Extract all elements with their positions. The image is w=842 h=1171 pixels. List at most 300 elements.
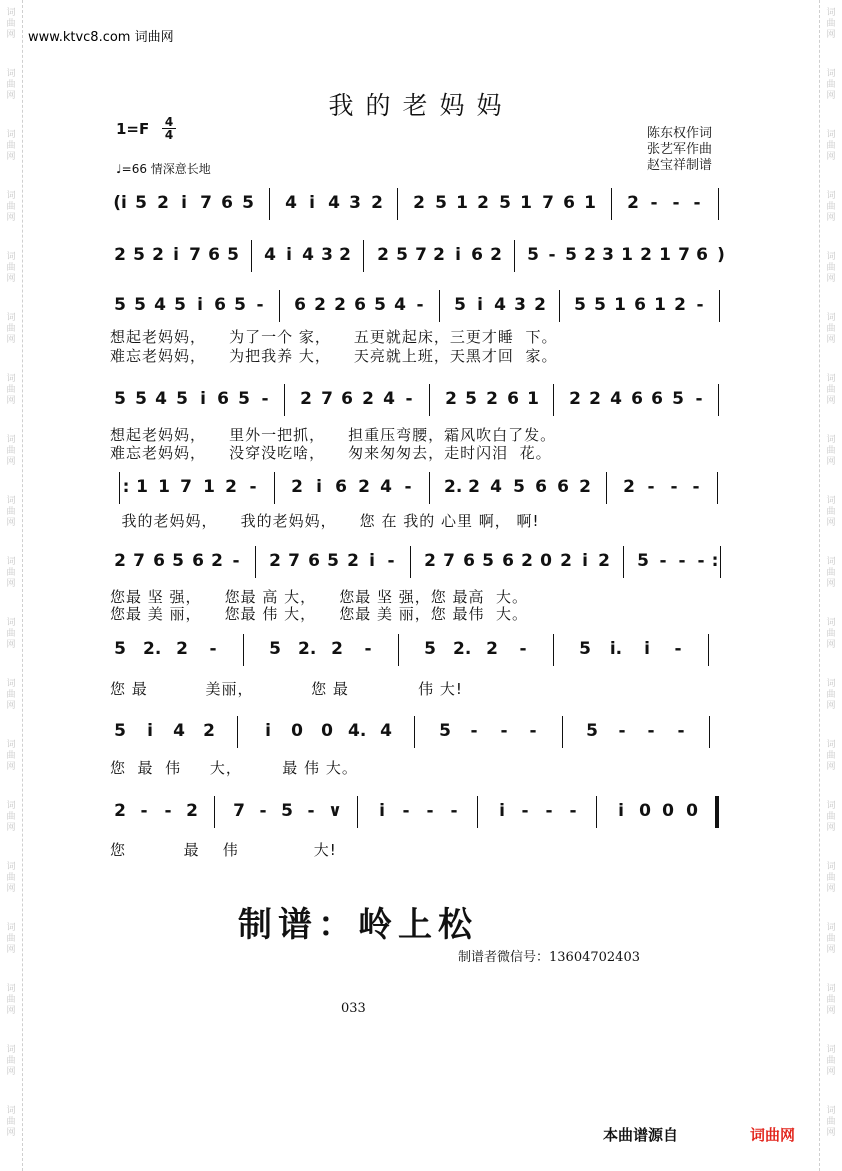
watermark-text: 词 曲 网 bbox=[6, 923, 16, 955]
score-system bbox=[112, 188, 742, 220]
note: - bbox=[521, 801, 529, 821]
transcriber-credit: 赵宝祥制谱 bbox=[647, 158, 713, 173]
note: 5 bbox=[396, 245, 408, 265]
note: 7 bbox=[180, 477, 192, 497]
note: 2 bbox=[674, 295, 686, 315]
note: - bbox=[232, 551, 240, 571]
repeat-sign: : bbox=[122, 477, 130, 497]
barline bbox=[715, 796, 719, 828]
barline bbox=[279, 290, 280, 322]
note: - bbox=[670, 477, 678, 497]
song-title: 我的老妈妈 bbox=[328, 91, 514, 120]
note: 1 bbox=[456, 193, 468, 213]
note: 5 bbox=[227, 245, 239, 265]
site-url[interactable]: www.ktvc8.com 词曲网 bbox=[28, 30, 174, 45]
note: - bbox=[405, 389, 413, 409]
watermark-text: 词 曲 网 bbox=[826, 801, 836, 833]
note: 5 bbox=[269, 639, 281, 659]
note: - bbox=[416, 295, 424, 315]
right-watermark-strip bbox=[819, 0, 842, 1171]
note: 1 bbox=[520, 193, 532, 213]
note: i bbox=[200, 389, 206, 409]
barline bbox=[611, 188, 612, 220]
note: - bbox=[672, 193, 680, 213]
note: 2 bbox=[569, 389, 581, 409]
note: i bbox=[379, 801, 385, 821]
note: 2 bbox=[640, 245, 652, 265]
note: 5 bbox=[482, 551, 494, 571]
note: 7 bbox=[542, 193, 554, 213]
watermark-text: 词 曲 网 bbox=[6, 1106, 16, 1138]
note: 5 bbox=[465, 389, 477, 409]
wechat-contact: 制谱者微信号：13604702403 bbox=[458, 950, 640, 965]
lyric-line: 您 最 美丽， 您 最 伟 大! bbox=[110, 680, 463, 698]
note: 5 bbox=[114, 389, 126, 409]
watermark-text: 词 曲 网 bbox=[826, 69, 836, 101]
note: 2 bbox=[598, 551, 610, 571]
note: - bbox=[678, 551, 686, 571]
note: 2 bbox=[362, 389, 374, 409]
note: i. bbox=[609, 639, 623, 659]
note: - bbox=[697, 551, 705, 571]
note: 2 bbox=[339, 245, 351, 265]
note: 2 bbox=[291, 477, 303, 497]
note: 5 bbox=[637, 551, 649, 571]
watermark-text: 词 曲 网 bbox=[826, 1045, 836, 1077]
note: - bbox=[402, 801, 410, 821]
note: 4 bbox=[380, 477, 392, 497]
lyric-line: 您 最 伟 大! bbox=[110, 841, 337, 859]
watermark-text: 词 曲 网 bbox=[6, 862, 16, 894]
note: 7 bbox=[133, 551, 145, 571]
note: 2 bbox=[560, 551, 572, 571]
note: 6 bbox=[208, 245, 220, 265]
note: - bbox=[618, 721, 626, 741]
barline bbox=[553, 634, 554, 666]
note: - bbox=[545, 801, 553, 821]
note: 2 bbox=[589, 389, 601, 409]
note: 7 bbox=[443, 551, 455, 571]
note: - bbox=[677, 721, 685, 741]
note: 5 bbox=[374, 295, 386, 315]
note: 4 bbox=[380, 721, 392, 741]
note: 2 bbox=[433, 245, 445, 265]
note: 5 bbox=[114, 295, 126, 315]
note: 0 bbox=[662, 801, 674, 821]
note: 3 bbox=[321, 245, 333, 265]
note: - bbox=[364, 639, 372, 659]
lyric-line: 难忘老妈妈， 没穿没吃啥， 匆来匆匆去，走时闪泪 花。 bbox=[110, 444, 552, 462]
note: - bbox=[647, 477, 655, 497]
watermark-text: 词 曲 网 bbox=[6, 191, 16, 223]
note: 7 bbox=[415, 245, 427, 265]
watermark-text: 词 曲 网 bbox=[826, 374, 836, 406]
note: 4 bbox=[155, 389, 167, 409]
note: i bbox=[477, 295, 483, 315]
left-watermark-strip bbox=[0, 0, 23, 1171]
barline bbox=[559, 290, 560, 322]
note: 5 bbox=[565, 245, 577, 265]
score-system bbox=[112, 472, 742, 504]
watermark-text: 词 曲 网 bbox=[6, 374, 16, 406]
note: 7 bbox=[321, 389, 333, 409]
note: 2 bbox=[211, 551, 223, 571]
note: 2 bbox=[534, 295, 546, 315]
note: - bbox=[164, 801, 172, 821]
signature: 制谱：岭上松 bbox=[238, 905, 478, 945]
note: i bbox=[618, 801, 624, 821]
watermark-text: 词 曲 网 bbox=[6, 618, 16, 650]
barline bbox=[357, 796, 358, 828]
note: - bbox=[500, 721, 508, 741]
note: i bbox=[147, 721, 153, 741]
note: i bbox=[455, 245, 461, 265]
lyric-line: 难忘老妈妈， 为把我养 大， 天亮就上班，天黑才回 家。 bbox=[110, 347, 558, 365]
note: 5 bbox=[527, 245, 539, 265]
lyric-line: 我的老妈妈， 我的老妈妈， 您 在 我的 心里 啊， 啊! bbox=[110, 512, 540, 530]
note: i bbox=[499, 801, 505, 821]
note: ) bbox=[717, 245, 725, 265]
note: 5 bbox=[579, 639, 591, 659]
note: 1 bbox=[158, 477, 170, 497]
barline bbox=[562, 716, 563, 748]
note: 2 bbox=[203, 721, 215, 741]
note: 2 bbox=[627, 193, 639, 213]
note: 5 bbox=[672, 389, 684, 409]
score-system bbox=[112, 634, 742, 666]
note: 5 bbox=[134, 295, 146, 315]
note: 5 bbox=[114, 639, 126, 659]
score-system bbox=[112, 384, 742, 416]
note: 6 bbox=[651, 389, 663, 409]
note: - bbox=[659, 551, 667, 571]
note: - bbox=[695, 389, 703, 409]
note: 4 bbox=[173, 721, 185, 741]
note: 5 bbox=[234, 295, 246, 315]
watermark-text: 词 曲 网 bbox=[826, 618, 836, 650]
barline bbox=[274, 472, 275, 504]
watermark-text: 词 曲 网 bbox=[826, 252, 836, 284]
note: 2 bbox=[186, 801, 198, 821]
barline bbox=[429, 472, 430, 504]
watermark-text: 词 曲 网 bbox=[826, 435, 836, 467]
note: ∨ bbox=[328, 801, 342, 821]
note: 6 bbox=[354, 295, 366, 315]
note: 3 bbox=[602, 245, 614, 265]
key-signature: 1=F bbox=[116, 120, 150, 138]
meter-top: 4 bbox=[162, 116, 176, 129]
note: 6 bbox=[335, 477, 347, 497]
note: 5 bbox=[133, 245, 145, 265]
note: 5 bbox=[135, 193, 147, 213]
watermark-text: 词 曲 网 bbox=[6, 801, 16, 833]
note: 6 bbox=[502, 551, 514, 571]
score-system bbox=[112, 290, 742, 322]
note: - bbox=[696, 295, 704, 315]
note: 1 bbox=[659, 245, 671, 265]
note: 2 bbox=[225, 477, 237, 497]
note: 2 bbox=[521, 551, 533, 571]
note: 2 bbox=[468, 477, 480, 497]
note: - bbox=[569, 801, 577, 821]
note: 4. bbox=[348, 721, 367, 741]
lyric-line: 您 最 伟 大， 最 伟 大。 bbox=[110, 759, 358, 777]
note: - bbox=[692, 477, 700, 497]
note: 6 bbox=[221, 193, 233, 213]
note: i bbox=[309, 193, 315, 213]
watermark-text: 词 曲 网 bbox=[826, 8, 836, 40]
source-brand[interactable]: 词曲网 bbox=[750, 1126, 796, 1144]
note: 5 bbox=[176, 389, 188, 409]
note: i bbox=[197, 295, 203, 315]
barline bbox=[718, 384, 719, 416]
note: i bbox=[316, 477, 322, 497]
watermark-text: 词 曲 网 bbox=[826, 862, 836, 894]
note: 1 bbox=[203, 477, 215, 497]
lyric-line: 想起老妈妈， 为了一个 家， 五更就起床，三更才睡 下。 bbox=[110, 328, 558, 346]
note: - bbox=[256, 295, 264, 315]
note: 4 bbox=[490, 477, 502, 497]
note: - bbox=[647, 721, 655, 741]
note: 6 bbox=[214, 295, 226, 315]
note: 7 bbox=[233, 801, 245, 821]
note: i bbox=[369, 551, 375, 571]
note: 5 bbox=[439, 721, 451, 741]
note: - bbox=[209, 639, 217, 659]
composer-credit: 张艺军作曲 bbox=[647, 142, 713, 157]
note: 1 bbox=[654, 295, 666, 315]
watermark-text: 词 曲 网 bbox=[826, 191, 836, 223]
score-system bbox=[112, 546, 742, 578]
note: 5 bbox=[594, 295, 606, 315]
note: 2 bbox=[413, 193, 425, 213]
note: 5 bbox=[242, 193, 254, 213]
note: 2 bbox=[486, 639, 498, 659]
barline bbox=[251, 240, 252, 272]
lyricist-credit: 陈东权作词 bbox=[647, 126, 713, 141]
note: 2. bbox=[444, 477, 463, 497]
note: 7 bbox=[189, 245, 201, 265]
note: - bbox=[404, 477, 412, 497]
barline bbox=[410, 546, 411, 578]
barline bbox=[606, 472, 607, 504]
note: - bbox=[470, 721, 478, 741]
note: 0 bbox=[639, 801, 651, 821]
note: 7 bbox=[288, 551, 300, 571]
note: i bbox=[582, 551, 588, 571]
note: 7 bbox=[200, 193, 212, 213]
note: - bbox=[387, 551, 395, 571]
note: 6 bbox=[471, 245, 483, 265]
note: 2. bbox=[298, 639, 317, 659]
note: 2 bbox=[331, 639, 343, 659]
note: - bbox=[674, 639, 682, 659]
note: 2 bbox=[334, 295, 346, 315]
note: 6 bbox=[634, 295, 646, 315]
watermark-text: 词 曲 网 bbox=[6, 69, 16, 101]
watermark-text: 词 曲 网 bbox=[6, 435, 16, 467]
note: 2 bbox=[314, 295, 326, 315]
note: 0 bbox=[540, 551, 552, 571]
note: 2. bbox=[143, 639, 162, 659]
note: 6 bbox=[507, 389, 519, 409]
note: 5 bbox=[435, 193, 447, 213]
note: 1 bbox=[621, 245, 633, 265]
note: 5 bbox=[327, 551, 339, 571]
note: i bbox=[644, 639, 650, 659]
note: 4 bbox=[394, 295, 406, 315]
barline bbox=[429, 384, 430, 416]
watermark-text: 词 曲 网 bbox=[6, 130, 16, 162]
watermark-text: 词 曲 网 bbox=[6, 8, 16, 40]
note: 6 bbox=[192, 551, 204, 571]
note: 1 bbox=[614, 295, 626, 315]
note: 2 bbox=[269, 551, 281, 571]
note: 2 bbox=[445, 389, 457, 409]
note: 6 bbox=[696, 245, 708, 265]
note: - bbox=[426, 801, 434, 821]
score-system bbox=[112, 240, 742, 272]
note: 6 bbox=[631, 389, 643, 409]
watermark-text: 词 曲 网 bbox=[826, 496, 836, 528]
note: 4 bbox=[302, 245, 314, 265]
watermark-text: 词 曲 网 bbox=[826, 984, 836, 1016]
barline bbox=[439, 290, 440, 322]
note: 4 bbox=[383, 389, 395, 409]
watermark-text: 词 曲 网 bbox=[826, 130, 836, 162]
watermark-text: 词 曲 网 bbox=[6, 740, 16, 772]
note: 6 bbox=[308, 551, 320, 571]
note: 5 bbox=[499, 193, 511, 213]
lyric-line: 想起老妈妈， 里外一把抓， 担重压弯腰，霜风吹白了发。 bbox=[110, 426, 557, 444]
note: - bbox=[693, 193, 701, 213]
credits bbox=[647, 126, 712, 174]
watermark-text: 词 曲 网 bbox=[826, 740, 836, 772]
note: 2 bbox=[176, 639, 188, 659]
note: (i bbox=[113, 193, 127, 213]
meter-bottom: 4 bbox=[164, 128, 174, 142]
note: 2 bbox=[114, 551, 126, 571]
note: i bbox=[265, 721, 271, 741]
note: 5 bbox=[586, 721, 598, 741]
barline bbox=[717, 472, 718, 504]
note: 6 bbox=[153, 551, 165, 571]
watermark-text: 词 曲 网 bbox=[6, 313, 16, 345]
note: - bbox=[450, 801, 458, 821]
note: 4 bbox=[328, 193, 340, 213]
score-system bbox=[112, 716, 742, 748]
barline bbox=[284, 384, 285, 416]
note: 6 bbox=[217, 389, 229, 409]
note: 2 bbox=[114, 245, 126, 265]
lyric-line: 您最 美 丽， 您最 伟 大， 您最 美 丽，您 最伟 大。 bbox=[110, 605, 529, 623]
note: - bbox=[259, 801, 267, 821]
barline bbox=[398, 634, 399, 666]
note: - bbox=[529, 721, 537, 741]
note: - bbox=[519, 639, 527, 659]
note: 4 bbox=[610, 389, 622, 409]
watermark-text: 词 曲 网 bbox=[6, 252, 16, 284]
note: 2 bbox=[579, 477, 591, 497]
note: i bbox=[173, 245, 179, 265]
note: 2 bbox=[584, 245, 596, 265]
note: 2. bbox=[453, 639, 472, 659]
watermark-text: 词 曲 网 bbox=[826, 557, 836, 589]
note: 6 bbox=[463, 551, 475, 571]
note: 3 bbox=[514, 295, 526, 315]
note: 4 bbox=[264, 245, 276, 265]
note: 1 bbox=[527, 389, 539, 409]
barline bbox=[708, 634, 709, 666]
note: 5 bbox=[114, 721, 126, 741]
note: 5 bbox=[424, 639, 436, 659]
note: 2 bbox=[114, 801, 126, 821]
time-signature bbox=[162, 116, 176, 141]
note: 5 bbox=[281, 801, 293, 821]
watermark-text: 词 曲 网 bbox=[6, 679, 16, 711]
note: 2 bbox=[623, 477, 635, 497]
watermark-text: 词 曲 网 bbox=[826, 1106, 836, 1138]
note: 4 bbox=[494, 295, 506, 315]
note: 5 bbox=[513, 477, 525, 497]
note: 0 bbox=[321, 721, 333, 741]
note: 5 bbox=[135, 389, 147, 409]
note: 6 bbox=[557, 477, 569, 497]
barline bbox=[397, 188, 398, 220]
note: 2 bbox=[486, 389, 498, 409]
watermark-text: 词 曲 网 bbox=[826, 679, 836, 711]
watermark-text: 词 曲 网 bbox=[6, 496, 16, 528]
tempo-marking: ♩=66 情深意长地 bbox=[116, 162, 211, 176]
note: 2 bbox=[490, 245, 502, 265]
source-label: 本曲谱源自 bbox=[603, 1126, 679, 1144]
note: 5 bbox=[174, 295, 186, 315]
repeat-sign: : bbox=[711, 551, 719, 571]
score-system bbox=[112, 796, 742, 828]
note: 5 bbox=[574, 295, 586, 315]
note: 2 bbox=[424, 551, 436, 571]
note: - bbox=[261, 389, 269, 409]
note: i bbox=[181, 193, 187, 213]
watermark-text: 词 曲 网 bbox=[6, 984, 16, 1016]
watermark-text: 词 曲 网 bbox=[826, 313, 836, 345]
note: 2 bbox=[477, 193, 489, 213]
note: 0 bbox=[291, 721, 303, 741]
note: 6 bbox=[294, 295, 306, 315]
page-number: 033 bbox=[341, 1001, 366, 1016]
watermark-text: 词 曲 网 bbox=[826, 923, 836, 955]
note: 3 bbox=[349, 193, 361, 213]
note: 2 bbox=[152, 245, 164, 265]
note: 2 bbox=[300, 389, 312, 409]
note: 5 bbox=[454, 295, 466, 315]
note: 5 bbox=[172, 551, 184, 571]
barline bbox=[414, 716, 415, 748]
barline bbox=[237, 716, 238, 748]
note: 4 bbox=[154, 295, 166, 315]
note: 6 bbox=[535, 477, 547, 497]
barline bbox=[553, 384, 554, 416]
barline bbox=[243, 634, 244, 666]
note: 2 bbox=[371, 193, 383, 213]
barline bbox=[718, 188, 719, 220]
note: 4 bbox=[285, 193, 297, 213]
note: 1 bbox=[584, 193, 596, 213]
note: - bbox=[650, 193, 658, 213]
note: - bbox=[548, 245, 556, 265]
barline bbox=[596, 796, 597, 828]
barline bbox=[214, 796, 215, 828]
